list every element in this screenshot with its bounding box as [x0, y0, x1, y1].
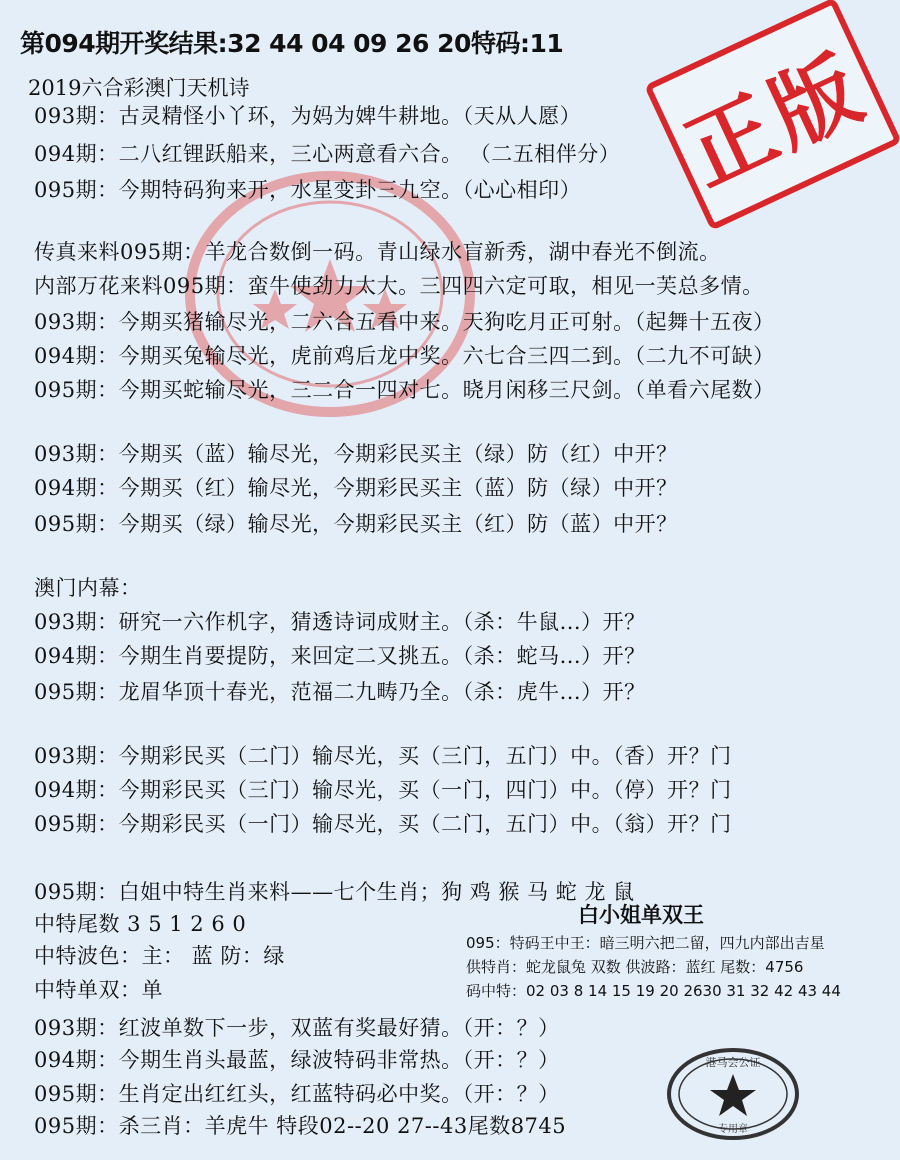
fax-line: 内部万花来料095期：蛮牛使劲力太大。三四四六定可取，相见一芙总多情。 — [34, 274, 764, 298]
macau-line: 093期：研究一六作机字，猜透诗词成财主。（杀：牛鼠...）开？ — [34, 610, 646, 634]
side-panel-line: 095：特码王中王：暗三明六把二留，四九内部出吉星 — [466, 934, 825, 952]
notary-seal-icon — [664, 1044, 802, 1144]
door-line: 093期：今期彩民买（二门）输尽光，买（三门，五门）中。（香）开？门 — [34, 744, 732, 768]
door-line: 095期：今期彩民买（一门）输尽光，买（二门，五门）中。（翁）开？门 — [34, 812, 732, 836]
fax-line: 传真来料095期：羊龙合数倒一码。青山绿水盲新秀，湖中春光不倒流。 — [34, 240, 721, 264]
fax-line: 095期：今期买蛇输尽光，三二合一四对七。晓月闲移三尺剑。（单看六尾数） — [34, 378, 775, 402]
odd-even-line: 中特单双：单 — [34, 978, 163, 1002]
bottom-hint-line: 093期：红波单数下一步，双蓝有奖最好猜。（开：？） — [34, 1016, 560, 1040]
fax-line: 094期：今期买兔输尽光，虎前鸡后龙中奖。六七合三四二到。（二九不可缺） — [34, 344, 775, 368]
svg-text:专用章: 专用章 — [718, 1124, 748, 1135]
fax-line: 093期：今期买猪输尽光，二六合五看中来。天狗吃月正可射。（起舞十五夜） — [34, 310, 775, 334]
poem-line: 094期：二八红锂跃船来，三心两意看六合。 （二五相伴分） — [34, 142, 621, 166]
macau-line: 095期：龙眉华顶十春光，范福二九畴乃全。（杀：虎牛...）开？ — [34, 680, 646, 704]
bottom-hint-line: 095期：生肖定出红红头，红蓝特码必中奖。（开：？） — [34, 1082, 560, 1106]
poem-line: 095期：今期特码狗来开，水星变卦三九空。（心心相印） — [34, 178, 582, 202]
side-panel-line: 供特肖：蛇龙鼠兔 双数 供波路：蓝红 尾数：4756 — [466, 958, 804, 976]
color-line: 094期：今期买（红）输尽光，今期彩民买主（蓝）防（绿）中开？ — [34, 476, 678, 500]
genuine-stamp: 正版 — [644, 0, 900, 231]
kill-line: 095期：杀三肖：羊虎牛 特段02--20 27--43尾数8745 — [34, 1114, 567, 1138]
tail-line: 中特尾数 3 5 1 2 6 0 — [34, 912, 247, 936]
zodiac-line: 095期：白姐中特生肖来料——七个生肖；狗 鸡 猴 马 蛇 龙 鼠 — [34, 880, 635, 904]
side-panel-line: 码中特：02 03 8 14 15 19 20 2630 31 32 42 43 44 — [466, 982, 841, 1000]
color-line: 093期：今期买（蓝）输尽光，今期彩民买主（绿）防（红）中开？ — [34, 442, 678, 466]
page-subtitle: 2019六合彩澳门天机诗 — [28, 76, 250, 100]
svg-text:港马会公证: 港马会公证 — [705, 1056, 761, 1069]
wave-line: 中特波色：主： 蓝 防：绿 — [34, 944, 285, 968]
macau-title: 澳门内幕： — [34, 576, 142, 600]
draw-result-headline: 第094期开奖结果:32 44 04 09 26 20特码:11 — [20, 29, 564, 58]
macau-line: 094期：今期生肖要提防，来回定二又挑五。（杀：蛇马...）开？ — [34, 644, 646, 668]
poem-line: 093期：古灵精怪小丫环，为妈为婢牛耕地。（天从人愿） — [34, 104, 582, 128]
door-line: 094期：今期彩民买（三门）输尽光，买（一门，四门）中。（停）开？门 — [34, 778, 732, 802]
side-panel-title: 白小姐单双王 — [578, 903, 704, 927]
bottom-hint-line: 094期：今期生肖头最蓝，绿波特码非常热。（开：？） — [34, 1048, 560, 1072]
color-line: 095期：今期买（绿）输尽光，今期彩民买主（红）防（蓝）中开？ — [34, 512, 678, 536]
